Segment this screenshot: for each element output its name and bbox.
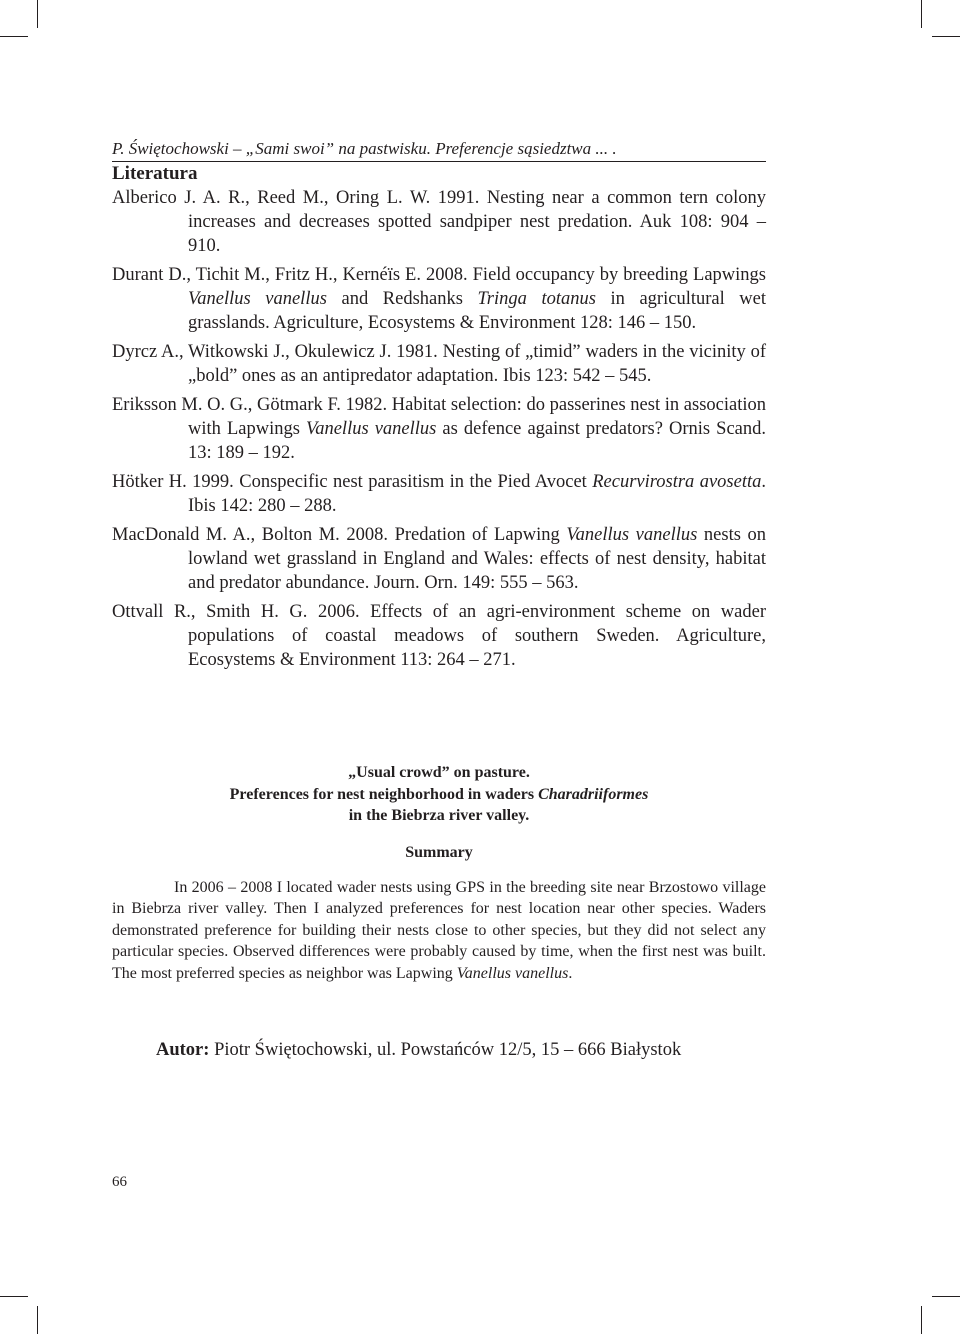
crop-mark [932,1296,960,1297]
reference-item: Alberico J. A. R., Reed M., Oring L. W. 1991. Nesting near a common tern colony increases and decreases spotted sandpiper nest predation. Auk 108: 904 – 910. [112,188,766,256]
crop-mark [921,1306,922,1334]
reference-item: Durant D., Tichit M., Fritz H., Kernéïs E. 2008. Field occupancy by breeding Lapwings Vanellus vanellus and Redshanks Tringa totanus in agricultural wet grasslands. Agriculture, Ecosystems & Environment 128: 146 – 150. [112,265,767,333]
crop-mark [921,0,922,28]
section-title: Literatura [112,163,198,184]
species-name: Vanellus vanellus [566,525,698,545]
reference-authors: Dyrcz A., Witkowski J., Okulewicz J. 1981. [112,342,438,362]
reference-authors: Alberico J. A. R., Reed M., Oring L. W. 1991. [112,188,480,208]
reference-item: MacDonald M. A., Bolton M. 2008. Predation of Lapwing Vanellus vanellus nests on lowland wet grassland in England and Wales: effects of nest density, habitat and predator abundance. Journ. Orn. 149: 555 – 563. [112,525,767,593]
reference-item: Dyrcz A., Witkowski J., Okulewicz J. 1981. Nesting of „timid” waders in the vicinity of „bold” ones as an antipredator adaptation. Ibis 123: 542 – 545. [112,342,766,386]
reference-item: Hötker H. 1999. Conspecific nest parasitism in the Pied Avocet Recurvirostra avosetta. Ibis 142: 280 – 288. [112,472,766,516]
crop-mark [0,36,28,37]
reference-item: Eriksson M. O. G., Götmark F. 1982. Habitat selection: do passerines nest in association with Lapwings Vanellus vanellus as defence against predators? Ornis Scand. 13: 189 – 192. [112,395,767,463]
english-title: „Usual crowd” on pasture. Preferences for nest neighborhood in waders Charadriiformes in the Biebrza river valley. [229,764,649,824]
crop-mark [37,0,38,28]
page-number: 66 [112,1174,127,1190]
author-label: Autor: [156,1040,210,1060]
summary-text: In 2006 – 2008 I located wader nests using GPS in the breeding site near Brzostowo village in Biebrza river valley. Then I analyzed preferences for nest location near other species. Waders demonstrated preference for building their nests close to other species, but they did not select any particular species. Observed differences were probably caused by time, when the first nest was built. The most preferred species as neighbor was Lapwing Vanellus vanellus. [112,879,766,982]
species-name: Vanellus vanellus [456,964,569,982]
reference-item: Ottvall R., Smith H. G. 2006. Effects of an agri-environment scheme on wader populations of coastal meadows of southern Sweden. Agriculture, Ecosystems & Environment 113: 264 – 271. [112,602,767,670]
taxon-name: Charadriiformes [538,785,649,803]
author-line: Autor: Piotr Świętochowski, ul. Powstańców 12/5, 15 – 666 Białystok [156,1040,682,1060]
reference-authors: MacDonald M. A., Bolton M. 2008. [112,525,388,545]
reference-list [112,186,766,677]
crop-mark [0,1296,28,1297]
crop-mark [932,36,960,37]
species-name: Tringa totanus [477,289,596,309]
species-name: Recurvirostra avosetta [592,472,762,492]
species-name: Vanellus vanellus [305,419,437,439]
reference-authors: Eriksson M. O. G., Götmark F. 1982. [112,395,388,415]
crop-mark [37,1306,38,1334]
reference-authors: Hötker H. 1999. [112,472,234,492]
running-header: P. Świętochowski – „Sami swoi” na pastwisku. Preferencje sąsiedztwa ... . [112,137,766,162]
species-name: Vanellus vanellus [188,289,327,309]
reference-authors: Durant D., Tichit M., Fritz H., Kernéïs E. 2008. [112,265,468,285]
summary-heading: Summary [405,844,473,861]
reference-authors: Ottvall R., Smith H. G. 2006. [112,602,360,622]
